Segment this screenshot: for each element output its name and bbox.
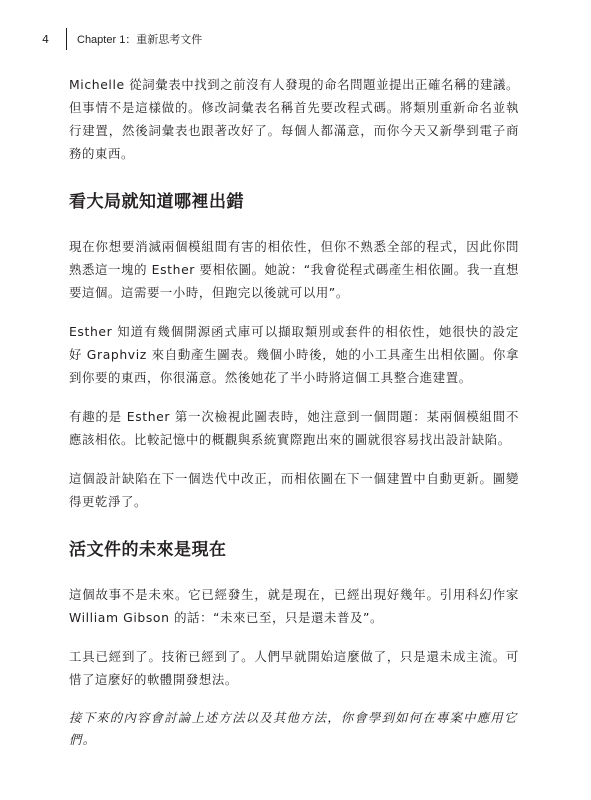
paragraph: 這個設計缺陷在下一個迭代中改正，而相依圖在下一個建置中自動更新。圖變得更乾淨了。	[69, 471, 519, 509]
paragraph: Esther 知道有幾個開源函式庫可以擷取類別或套件的相依性，她很快的設定好 Graphviz 來自動產生圖表。幾個小時後，她的小工具產生出相依圖。你拿到你要的東西，你很滿意。然後她花了半小時將這個工具整合進建置。	[69, 324, 519, 385]
section-heading-big-picture: 看大局就知道哪裡出錯	[69, 192, 244, 212]
paragraph: 工具已經到了。技術已經到了。人們早就開始這麼做了，只是還未成主流。可惜了這麼好的軟體開發想法。	[69, 649, 519, 687]
section-heading-future: 活文件的未來是現在	[69, 540, 227, 560]
header-divider	[66, 28, 67, 50]
page-number: 4	[42, 32, 49, 46]
chapter-title: Chapter 1：重新思考文件	[77, 34, 203, 46]
intro-paragraph: Michelle 從詞彙表中找到之前沒有人發現的命名問題並提出正確名稱的建議。但事情不是這樣做的。修改詞彙表名稱首先要改程式碼。將類別重新命名並執行建置，然後詞彙表也跟著改好了。每個人都滿意，而你今天又新學到電子商務的東西。	[69, 77, 519, 161]
paragraph: 這個故事不是未來。它已經發生，就是現在，已經出現好幾年。引用科幻作家 William Gibson 的話：“未來已至，只是還未普及”。	[69, 587, 519, 625]
page-body	[69, 73, 519, 751]
paragraph: 有趣的是 Esther 第一次檢視此圖表時，她注意到一個問題：某兩個模組間不應該相依。比較記憶中的概觀與系統實際跑出來的圖就很容易找出設計缺陷。	[69, 409, 519, 447]
closing-note: 接下來的內容會討論上述方法以及其他方法，你會學到如何在專案中應用它們。	[69, 710, 518, 747]
paragraph: 現在你想要消滅兩個模組間有害的相依性，但你不熟悉全部的程式，因此你問熟悉這一塊的 Esther 要相依圖。她說：“我會從程式碼產生相依圖。我一直想要這個。這需要一小時，但跑完以後就可以用”。	[69, 239, 519, 300]
running-header	[42, 30, 202, 48]
